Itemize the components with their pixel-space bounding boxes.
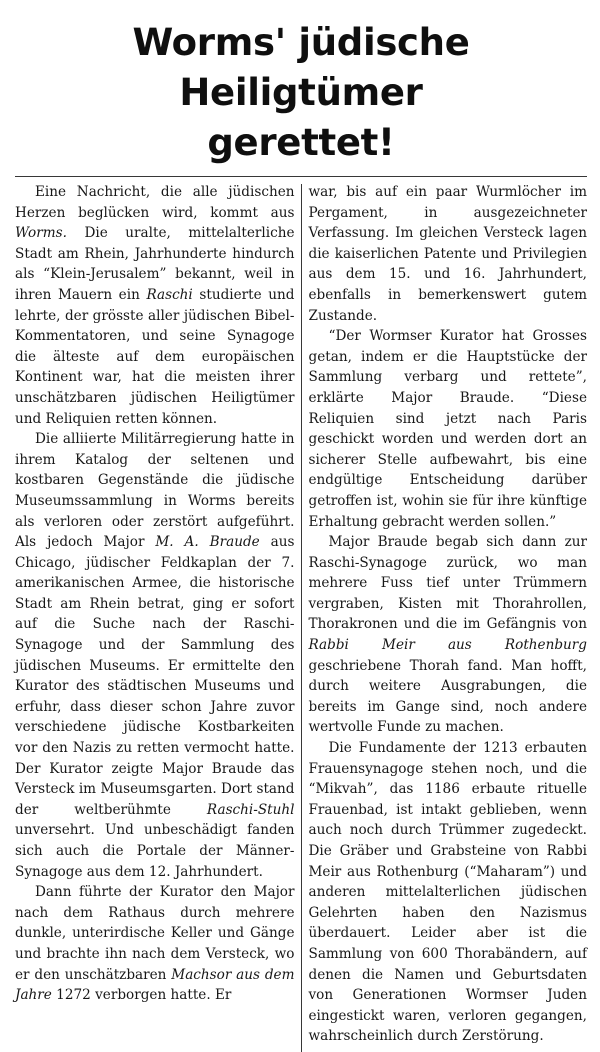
headline-divider [15, 176, 587, 177]
text-run: Dann führte der Kurator den Major nach dem Rathaus durch mehrere dunkle, unterirdische Keller und Gänge und brachte ihn nach dem Versteck, wo er den unschätzbaren [15, 884, 295, 983]
headline-line-1: Worms' jüdische Heiligtümer [132, 21, 470, 114]
paragraph [15, 429, 295, 882]
text-run: studierte und lehrte, der grösste aller jüdischen Bibel-Kommentatoren, und seine Synagoge die älteste auf dem europäischen Kontinent war, hat die meisten ihrer unschätzbaren jüdischen Heiligtümer und Reliquien retten können. [15, 286, 295, 427]
text-run: Eine Nachricht, die alle jüdischen Herzen beglücken wird, kommt aus [15, 184, 295, 221]
paragraph [15, 882, 295, 1006]
left-column [15, 182, 301, 1052]
italic-text: Raschi-Stuhl [206, 801, 295, 818]
text-run: 1272 verborgen hatte. Er [51, 987, 232, 1004]
paragraph: “Der Wormser Kurator hat Grosses getan, indem er die Hauptstücke der Sammlung verbarg und rettete”, erklärte Major Braude. “Diese Reliquien sind jetzt nach Paris geschickt worden und werden dort an sicherer Stelle aufbewahrt, bis eine endgültige Entscheidung darüber getroffen ist, wohin sie für ihre künftige Erhaltung gebracht werden sollen.” [308, 328, 587, 530]
text-run: aus Chicago, jüdischer Feldkaplan der 7. amerikanischen Armee, die historische Stadt am Rhein betrat, ging er sofort auf die Suche nach der Raschi-Synagoge und der Sammlung des jüdischen Museums. Er ermittelte den Kurator des städtischen Museums und erfuhr, dass dieser schon Jahre zuvor verschiedene jüdische Kostbarkeiten vor den Nazis zu retten vermocht hatte. Der Kurator zeigte Major Braude das Versteck im Museumsgarten. Dort stand der weltberühmte [15, 534, 295, 818]
italic-text: Raschi [146, 286, 193, 303]
paragraph [309, 532, 588, 738]
text-run: Die uralte, mittelalterliche Stadt am Rhein, Jahrhunderte hindurch als “Klein-Jerusalem” bekannt, weil in ihren Mauern ein [15, 225, 295, 303]
italic-text: M. A. Braude [155, 534, 260, 551]
headline-line-2: gerettet! [207, 121, 395, 164]
text-run: unversehrt. Und unbeschädigt fanden sich auch die Portale der Männer-Synagoge aus dem 12. Jahrhundert. [15, 822, 295, 880]
text-run: Major Braude begab sich dann zur Raschi-Synagoge zurück, wo man mehrere Fuss tief unter Trümmern vergraben, Kisten mit Thorahrollen, Thorakronen und die im Gefängnis von [308, 534, 587, 633]
italic-text: Rabbi Meir aus Rothenburg [308, 637, 587, 654]
paragraph: war, bis auf ein paar Wurmlöcher im Pergament, in ausgezeichneter Verfassung. Im gleichen Versteck lagen die kaiserlichen Patente und Privilegien aus dem 15. und 16. Jahrhundert, ebenfalls in bemerkenswert gutem Zustande. [308, 184, 587, 324]
italic-text: Machsor aus dem Jahre [15, 966, 295, 1004]
text-run: Die alliierte Militärregierung hatte in ihrem Katalog der seltenen und kostbaren Gegenstände die jüdische Museumssammlung in Worms bereits als verloren oder zerstört aufgeführt. Als jedoch Major [15, 431, 295, 551]
headline [15, 18, 587, 168]
right-column [302, 182, 588, 1052]
paragraph: Die Fundamente der 1213 erbauten Frauensynagoge stehen noch, und die “Mikvah”, das 1186 erbaute rituelle Frauenbad, ist intakt geblieben, wenn auch noch durch Trümmer zugedeckt. Die Gräber und Grabsteine von Rabbi Meir aus Rothenburg (“Maharam”) und anderen mittelalterlichen jüdischen Gelehrten haben den Nazismus überdauert. Leider aber ist die Sammlung von 600 Thorabändern, auf denen die Namen und Geburtsdaten von Generationen Wormser Juden eingestickt waren, verloren gegangen, wahrscheinlich durch Zerstörung. [308, 740, 587, 1045]
italic-text: Worms. [15, 225, 67, 242]
article-body [15, 182, 587, 1052]
paragraph [15, 182, 295, 429]
text-run: geschriebene Thorah fand. Man hofft, durch weitere Ausgrabungen, die bereits im Gange sind, noch andere wertvolle Funde zu machen. [308, 657, 587, 736]
